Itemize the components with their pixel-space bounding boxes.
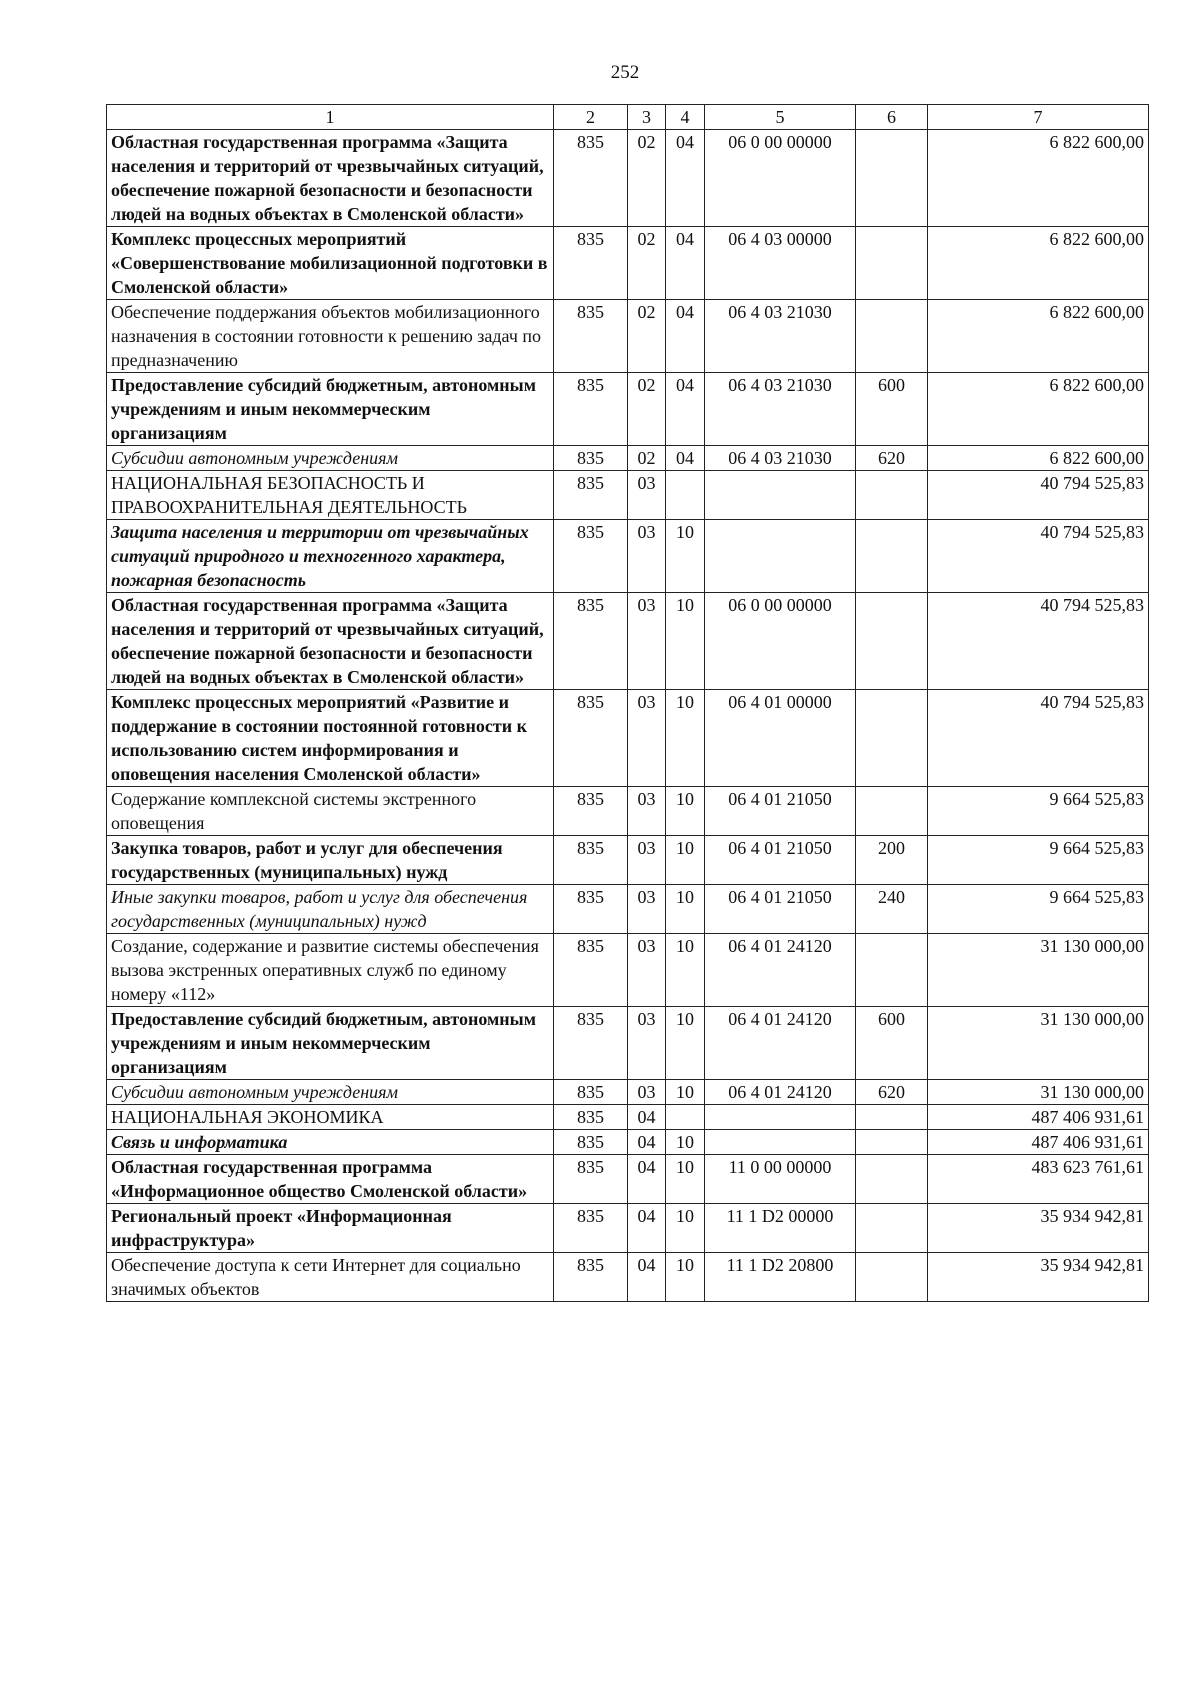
row-target-cell: 06 4 01 24120 [705, 1080, 856, 1105]
row-expense-type-cell: 600 [856, 373, 928, 446]
row-target-cell [705, 520, 856, 593]
row-subsection-cell: 04 [666, 446, 705, 471]
table-row [107, 934, 1149, 1007]
row-name-cell: Субсидии автономным учреждениям [107, 446, 554, 471]
row-subsection-cell: 04 [666, 300, 705, 373]
row-code-cell: 835 [554, 300, 628, 373]
row-amount-cell: 31 130 000,00 [928, 934, 1149, 1007]
header-cell: 6 [856, 105, 928, 130]
header-row [107, 105, 1149, 130]
row-target-cell: 06 4 01 21050 [705, 836, 856, 885]
row-expense-type-cell [856, 1204, 928, 1253]
row-target-cell: 06 0 00 00000 [705, 593, 856, 690]
row-section-cell: 04 [628, 1253, 666, 1302]
row-target-cell: 06 4 03 21030 [705, 446, 856, 471]
row-section-cell: 04 [628, 1105, 666, 1130]
row-code-cell: 835 [554, 227, 628, 300]
row-code-cell: 835 [554, 1105, 628, 1130]
row-subsection-cell [666, 471, 705, 520]
row-name-cell: Областная государственная программа «Информационное общество Смоленской области» [107, 1155, 554, 1204]
row-target-cell: 06 4 01 24120 [705, 934, 856, 1007]
page-number: 252 [610, 62, 640, 83]
row-subsection-cell: 10 [666, 787, 705, 836]
row-expense-type-cell [856, 787, 928, 836]
row-name-cell: Комплекс процессных мероприятий «Развитие и поддержание в состоянии постоянной готовности к использованию систем информирования и оповещения населения Смоленской области» [107, 690, 554, 787]
row-subsection-cell: 10 [666, 1253, 705, 1302]
row-expense-type-cell [856, 520, 928, 593]
table-row [107, 885, 1149, 934]
row-subsection-cell: 04 [666, 227, 705, 300]
row-name-cell: Закупка товаров, работ и услуг для обеспечения государственных (муниципальных) нужд [107, 836, 554, 885]
row-name-cell: Региональный проект «Информационная инфраструктура» [107, 1204, 554, 1253]
row-name-cell: НАЦИОНАЛЬНАЯ ЭКОНОМИКА [107, 1105, 554, 1130]
row-code-cell: 835 [554, 1155, 628, 1204]
row-subsection-cell [666, 1105, 705, 1130]
row-subsection-cell: 10 [666, 593, 705, 690]
row-name-cell: Содержание комплексной системы экстренного оповещения [107, 787, 554, 836]
row-section-cell: 03 [628, 934, 666, 1007]
row-amount-cell: 6 822 600,00 [928, 300, 1149, 373]
row-code-cell: 835 [554, 520, 628, 593]
header-cell: 5 [705, 105, 856, 130]
row-code-cell: 835 [554, 593, 628, 690]
row-expense-type-cell [856, 934, 928, 1007]
row-name-cell: Предоставление субсидий бюджетным, автономным учреждениям и иным некоммерческим организациям [107, 1007, 554, 1080]
row-section-cell: 04 [628, 1130, 666, 1155]
row-name-cell: Иные закупки товаров, работ и услуг для обеспечения государственных (муниципальных) нужд [107, 885, 554, 934]
table-row [107, 130, 1149, 227]
row-expense-type-cell [856, 130, 928, 227]
row-expense-type-cell [856, 1155, 928, 1204]
row-amount-cell: 6 822 600,00 [928, 130, 1149, 227]
row-section-cell: 02 [628, 373, 666, 446]
row-subsection-cell: 10 [666, 1204, 705, 1253]
row-amount-cell: 40 794 525,83 [928, 520, 1149, 593]
row-subsection-cell: 10 [666, 836, 705, 885]
row-amount-cell: 6 822 600,00 [928, 446, 1149, 471]
table-row [107, 1253, 1149, 1302]
row-section-cell: 02 [628, 446, 666, 471]
row-code-cell: 835 [554, 1130, 628, 1155]
table-row [107, 836, 1149, 885]
row-expense-type-cell [856, 471, 928, 520]
row-section-cell: 03 [628, 520, 666, 593]
row-expense-type-cell: 240 [856, 885, 928, 934]
row-amount-cell: 9 664 525,83 [928, 836, 1149, 885]
row-amount-cell: 31 130 000,00 [928, 1080, 1149, 1105]
row-section-cell: 03 [628, 593, 666, 690]
table-row [107, 227, 1149, 300]
table-row [107, 1007, 1149, 1080]
row-target-cell: 06 4 01 00000 [705, 690, 856, 787]
header-cell: 4 [666, 105, 705, 130]
table-row [107, 1105, 1149, 1130]
budget-table [106, 104, 1149, 1302]
row-section-cell: 02 [628, 130, 666, 227]
row-name-cell: Областная государственная программа «Защита населения и территорий от чрезвычайных ситуаций, обеспечение пожарной безопасности и безопасности людей на водных объектах в Смоленской области» [107, 130, 554, 227]
table-row [107, 1204, 1149, 1253]
row-section-cell: 03 [628, 787, 666, 836]
row-amount-cell: 6 822 600,00 [928, 227, 1149, 300]
table-row [107, 300, 1149, 373]
table-row [107, 593, 1149, 690]
row-name-cell: Обеспечение доступа к сети Интернет для социально значимых объектов [107, 1253, 554, 1302]
row-name-cell: НАЦИОНАЛЬНАЯ БЕЗОПАСНОСТЬ И ПРАВООХРАНИТЕЛЬНАЯ ДЕЯТЕЛЬНОСТЬ [107, 471, 554, 520]
row-target-cell: 06 0 00 00000 [705, 130, 856, 227]
table-row [107, 690, 1149, 787]
header-cell: 1 [107, 105, 554, 130]
row-amount-cell: 40 794 525,83 [928, 471, 1149, 520]
row-target-cell: 11 0 00 00000 [705, 1155, 856, 1204]
row-target-cell: 11 1 D2 20800 [705, 1253, 856, 1302]
row-code-cell: 835 [554, 885, 628, 934]
row-code-cell: 835 [554, 1253, 628, 1302]
row-expense-type-cell [856, 593, 928, 690]
table-row [107, 471, 1149, 520]
row-subsection-cell: 04 [666, 130, 705, 227]
row-subsection-cell: 10 [666, 1080, 705, 1105]
row-amount-cell: 6 822 600,00 [928, 373, 1149, 446]
row-amount-cell: 40 794 525,83 [928, 593, 1149, 690]
row-expense-type-cell: 620 [856, 446, 928, 471]
table-row [107, 520, 1149, 593]
row-section-cell: 03 [628, 885, 666, 934]
row-expense-type-cell [856, 1105, 928, 1130]
row-name-cell: Защита населения и территории от чрезвычайных ситуаций природного и техногенного характера, пожарная безопасность [107, 520, 554, 593]
row-target-cell: 11 1 D2 00000 [705, 1204, 856, 1253]
row-subsection-cell: 10 [666, 934, 705, 1007]
row-subsection-cell: 10 [666, 1155, 705, 1204]
row-code-cell: 835 [554, 836, 628, 885]
row-amount-cell: 35 934 942,81 [928, 1253, 1149, 1302]
row-code-cell: 835 [554, 787, 628, 836]
row-expense-type-cell: 200 [856, 836, 928, 885]
row-subsection-cell: 10 [666, 1130, 705, 1155]
row-amount-cell: 31 130 000,00 [928, 1007, 1149, 1080]
row-section-cell: 04 [628, 1204, 666, 1253]
row-code-cell: 835 [554, 1204, 628, 1253]
row-expense-type-cell [856, 227, 928, 300]
row-expense-type-cell [856, 690, 928, 787]
row-target-cell [705, 1105, 856, 1130]
table-row [107, 1155, 1149, 1204]
row-subsection-cell: 10 [666, 690, 705, 787]
row-expense-type-cell [856, 1253, 928, 1302]
row-code-cell: 835 [554, 446, 628, 471]
row-name-cell: Предоставление субсидий бюджетным, автономным учреждениям и иным некоммерческим организациям [107, 373, 554, 446]
row-amount-cell: 35 934 942,81 [928, 1204, 1149, 1253]
table-row [107, 373, 1149, 446]
row-expense-type-cell [856, 1130, 928, 1155]
table-row [107, 446, 1149, 471]
row-subsection-cell: 10 [666, 885, 705, 934]
row-section-cell: 04 [628, 1155, 666, 1204]
table-row [107, 1080, 1149, 1105]
row-subsection-cell: 10 [666, 520, 705, 593]
row-amount-cell: 9 664 525,83 [928, 885, 1149, 934]
row-section-cell: 02 [628, 300, 666, 373]
row-amount-cell: 487 406 931,61 [928, 1105, 1149, 1130]
row-name-cell: Обеспечение поддержания объектов мобилизационного назначения в состоянии готовности к решению задач по предназначению [107, 300, 554, 373]
row-name-cell: Областная государственная программа «Защита населения и территорий от чрезвычайных ситуаций, обеспечение пожарной безопасности и безопасности людей на водных объектах в Смоленской области» [107, 593, 554, 690]
row-target-cell: 06 4 01 21050 [705, 787, 856, 836]
row-name-cell: Создание, содержание и развитие системы обеспечения вызова экстренных оперативных служб по единому номеру «112» [107, 934, 554, 1007]
row-subsection-cell: 04 [666, 373, 705, 446]
row-target-cell: 06 4 03 00000 [705, 227, 856, 300]
row-code-cell: 835 [554, 690, 628, 787]
row-target-cell: 06 4 03 21030 [705, 373, 856, 446]
row-section-cell: 03 [628, 690, 666, 787]
header-cell: 7 [928, 105, 1149, 130]
row-code-cell: 835 [554, 373, 628, 446]
row-target-cell: 06 4 03 21030 [705, 300, 856, 373]
row-target-cell: 06 4 01 24120 [705, 1007, 856, 1080]
row-code-cell: 835 [554, 934, 628, 1007]
row-target-cell: 06 4 01 21050 [705, 885, 856, 934]
row-amount-cell: 40 794 525,83 [928, 690, 1149, 787]
row-expense-type-cell: 600 [856, 1007, 928, 1080]
row-section-cell: 03 [628, 471, 666, 520]
row-subsection-cell: 10 [666, 1007, 705, 1080]
header-cell: 3 [628, 105, 666, 130]
row-name-cell: Комплекс процессных мероприятий «Совершенствование мобилизационной подготовки в Смоленской области» [107, 227, 554, 300]
row-name-cell: Связь и информатика [107, 1130, 554, 1155]
row-code-cell: 835 [554, 1007, 628, 1080]
row-amount-cell: 487 406 931,61 [928, 1130, 1149, 1155]
row-expense-type-cell [856, 300, 928, 373]
header-cell: 2 [554, 105, 628, 130]
row-amount-cell: 9 664 525,83 [928, 787, 1149, 836]
row-target-cell [705, 471, 856, 520]
table-row [107, 1130, 1149, 1155]
row-code-cell: 835 [554, 1080, 628, 1105]
row-amount-cell: 483 623 761,61 [928, 1155, 1149, 1204]
row-code-cell: 835 [554, 130, 628, 227]
row-section-cell: 03 [628, 1080, 666, 1105]
row-code-cell: 835 [554, 471, 628, 520]
table-row [107, 787, 1149, 836]
row-target-cell [705, 1130, 856, 1155]
row-section-cell: 02 [628, 227, 666, 300]
row-name-cell: Субсидии автономным учреждениям [107, 1080, 554, 1105]
row-section-cell: 03 [628, 836, 666, 885]
row-expense-type-cell: 620 [856, 1080, 928, 1105]
row-section-cell: 03 [628, 1007, 666, 1080]
